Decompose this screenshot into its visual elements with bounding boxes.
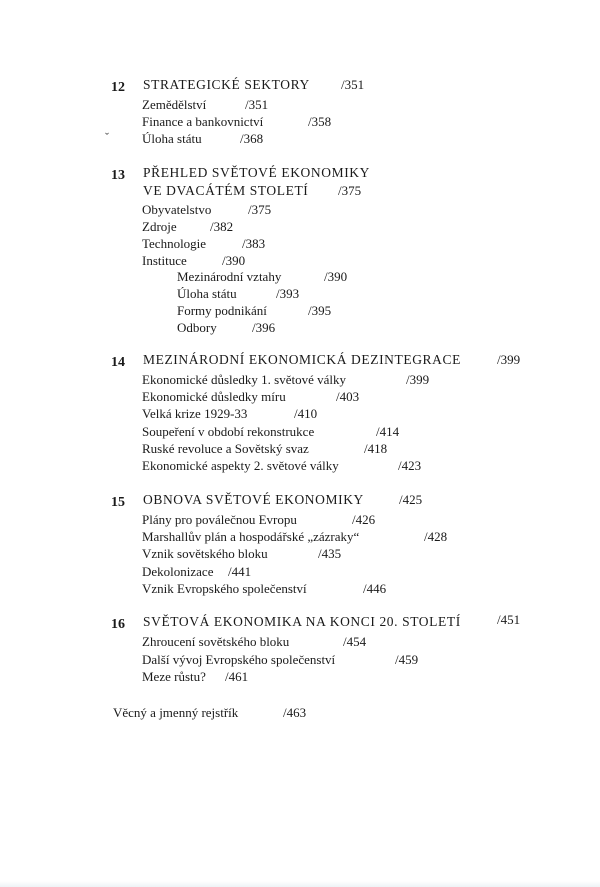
chapter-number: 15: [111, 495, 125, 510]
toc-item: Ruské revoluce a Sovětský svaz: [142, 441, 309, 456]
chapter-title-line-2: VE DVACÁTÉM STOLETÍ: [143, 183, 309, 198]
toc-item: Zemědělství: [142, 97, 207, 112]
toc-subitem-page: /395: [308, 303, 332, 318]
chapter-number: 13: [111, 168, 125, 183]
toc-subitem-page: /396: [252, 320, 276, 335]
toc-subitem-page: /393: [276, 286, 300, 301]
toc-item-page: /383: [242, 236, 266, 251]
chapter-title: SVĚTOVÁ EKONOMIKA NA KONCI 20. STOLETÍ: [143, 614, 461, 629]
toc-item: Obyvatelstvo: [142, 202, 212, 217]
chapter-number: 16: [111, 617, 125, 632]
toc-item: Soupeření v období rekonstrukce: [142, 424, 315, 439]
toc-item-page: /459: [395, 652, 419, 667]
toc-item: Vznik sovětského bloku: [142, 546, 268, 561]
toc-item: Marshallův plán a hospodářské „zázraky“: [142, 529, 360, 544]
toc-item: Úloha státu: [142, 131, 202, 146]
toc-item-page: /351: [245, 97, 269, 112]
chapter-page: /351: [341, 77, 365, 92]
stray-caron-mark: ˇ: [105, 130, 109, 144]
toc-item: Zhroucení sovětského bloku: [142, 634, 290, 649]
toc-item: Technologie: [142, 236, 207, 251]
toc-item-page: /435: [318, 546, 342, 561]
toc-item-page: /446: [363, 581, 387, 596]
toc-item-page: /454: [343, 634, 367, 649]
toc-item-page: /399: [406, 372, 430, 387]
chapter-title: PŘEHLED SVĚTOVÉ EKONOMIKY: [143, 165, 370, 180]
page-bottom-edge: [0, 881, 600, 887]
toc-item-page: /382: [210, 219, 234, 234]
toc-item: Meze růstu?: [142, 669, 206, 684]
toc-item-page: /441: [228, 564, 252, 579]
toc-item: Dekolonizace: [142, 564, 214, 579]
chapter-number: 12: [111, 80, 125, 95]
toc-item-page: /375: [248, 202, 272, 217]
toc-item-page: /461: [225, 669, 249, 684]
toc-item-page: /418: [364, 441, 388, 456]
toc-item-page: /426: [352, 512, 376, 527]
toc-subitem-page: /390: [324, 269, 348, 284]
toc-item: Ekonomické důsledky 1. světové války: [142, 372, 346, 387]
toc-item: Ekonomické aspekty 2. světové války: [142, 458, 339, 473]
chapter-title: MEZINÁRODNÍ EKONOMICKÁ DEZINTEGRACE: [143, 352, 461, 367]
chapter-page: /451: [497, 612, 521, 627]
toc-item: Další vývoj Evropského společenství: [142, 652, 336, 667]
toc-item-page: /403: [336, 389, 360, 404]
toc-subitem: Formy podnikání: [177, 303, 267, 318]
toc-item-page: /428: [424, 529, 448, 544]
chapter-page: /425: [399, 492, 423, 507]
toc-item-page: /390: [222, 253, 246, 268]
toc-item: Finance a bankovnictví: [142, 114, 264, 129]
toc-item: Vznik Evropského společenství: [142, 581, 307, 596]
toc-subitem: Mezinárodní vztahy: [177, 269, 282, 284]
toc-item-page: /414: [376, 424, 400, 439]
toc-item-page: /423: [398, 458, 422, 473]
toc-subitem: Odbory: [177, 320, 217, 335]
index-page: /463: [283, 705, 307, 720]
chapter-title: STRATEGICKÉ SEKTORY: [143, 77, 310, 92]
toc-item-page: /358: [308, 114, 332, 129]
toc-item-page: /410: [294, 406, 318, 421]
toc-item: Zdroje: [142, 219, 177, 234]
toc-item: Instituce: [142, 253, 187, 268]
chapter-page: /375: [338, 183, 362, 198]
toc-item: Plány pro poválečnou Evropu: [142, 512, 297, 527]
toc-item: Ekonomické důsledky míru: [142, 389, 286, 404]
chapter-title: OBNOVA SVĚTOVÉ EKONOMIKY: [143, 492, 364, 507]
chapter-number: 14: [111, 355, 125, 370]
toc-subitem: Úloha státu: [177, 286, 237, 301]
index-entry: Věcný a jmenný rejstřík: [113, 705, 239, 720]
toc-item: Velká krize 1929-33: [142, 406, 248, 421]
toc-item-page: /368: [240, 131, 264, 146]
chapter-page: /399: [497, 352, 521, 367]
